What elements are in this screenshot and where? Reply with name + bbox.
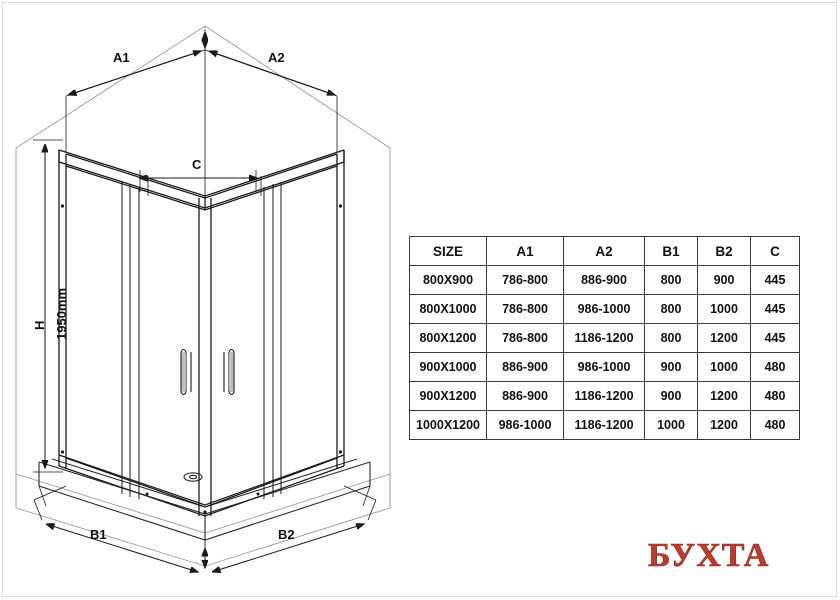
cell-c: 445 — [751, 324, 800, 353]
header-b2: B2 — [698, 237, 751, 266]
label-a2: A2 — [268, 50, 285, 65]
cell-a2: 1186-1200 — [564, 324, 645, 353]
watermark-logo: БУХТА — [648, 537, 770, 574]
cell-b1: 800 — [645, 324, 698, 353]
cell-size: 900X1200 — [410, 382, 487, 411]
label-height-value: 1950mm — [54, 287, 69, 340]
cell-a2: 986-1000 — [564, 295, 645, 324]
cell-a1: 886-900 — [487, 353, 564, 382]
cell-size: 900X1000 — [410, 353, 487, 382]
cell-c: 445 — [751, 295, 800, 324]
cell-a1: 786-800 — [487, 295, 564, 324]
cell-a2: 1186-1200 — [564, 411, 645, 440]
header-a1: A1 — [487, 237, 564, 266]
label-c: C — [192, 157, 202, 172]
table-row — [410, 295, 800, 324]
cell-a1: 986-1000 — [487, 411, 564, 440]
cell-a1: 786-800 — [487, 324, 564, 353]
cell-b2: 1000 — [698, 295, 751, 324]
cell-b1: 1000 — [645, 411, 698, 440]
table-row — [410, 324, 800, 353]
cell-c: 445 — [751, 266, 800, 295]
cell-b1: 800 — [645, 266, 698, 295]
cell-a1: 886-900 — [487, 382, 564, 411]
cell-size: 800X1200 — [410, 324, 487, 353]
cell-size: 800X900 — [410, 266, 487, 295]
cell-b2: 1000 — [698, 353, 751, 382]
specification-table — [409, 236, 800, 440]
cell-a2: 886-900 — [564, 266, 645, 295]
cell-b2: 1200 — [698, 382, 751, 411]
header-size: SIZE — [410, 237, 487, 266]
header-c: C — [751, 237, 800, 266]
label-b2: B2 — [278, 527, 295, 542]
label-b1: B1 — [90, 527, 107, 542]
table-row — [410, 353, 800, 382]
cell-c: 480 — [751, 353, 800, 382]
table-row — [410, 411, 800, 440]
cell-a2: 986-1000 — [564, 353, 645, 382]
header-b1: B1 — [645, 237, 698, 266]
label-a1: A1 — [113, 50, 130, 65]
cell-b2: 900 — [698, 266, 751, 295]
cell-c: 480 — [751, 382, 800, 411]
cell-b1: 900 — [645, 382, 698, 411]
header-a2: A2 — [564, 237, 645, 266]
cell-b1: 900 — [645, 353, 698, 382]
cell-b2: 1200 — [698, 411, 751, 440]
cell-b1: 800 — [645, 295, 698, 324]
cell-size: 1000X1200 — [410, 411, 487, 440]
table-row — [410, 382, 800, 411]
cell-c: 480 — [751, 411, 800, 440]
cell-b2: 1200 — [698, 324, 751, 353]
cell-a1: 786-800 — [487, 266, 564, 295]
table-header-row — [410, 237, 800, 266]
table-row — [410, 266, 800, 295]
cell-a2: 1186-1200 — [564, 382, 645, 411]
label-h: H — [32, 320, 47, 330]
cell-size: 800X1000 — [410, 295, 487, 324]
